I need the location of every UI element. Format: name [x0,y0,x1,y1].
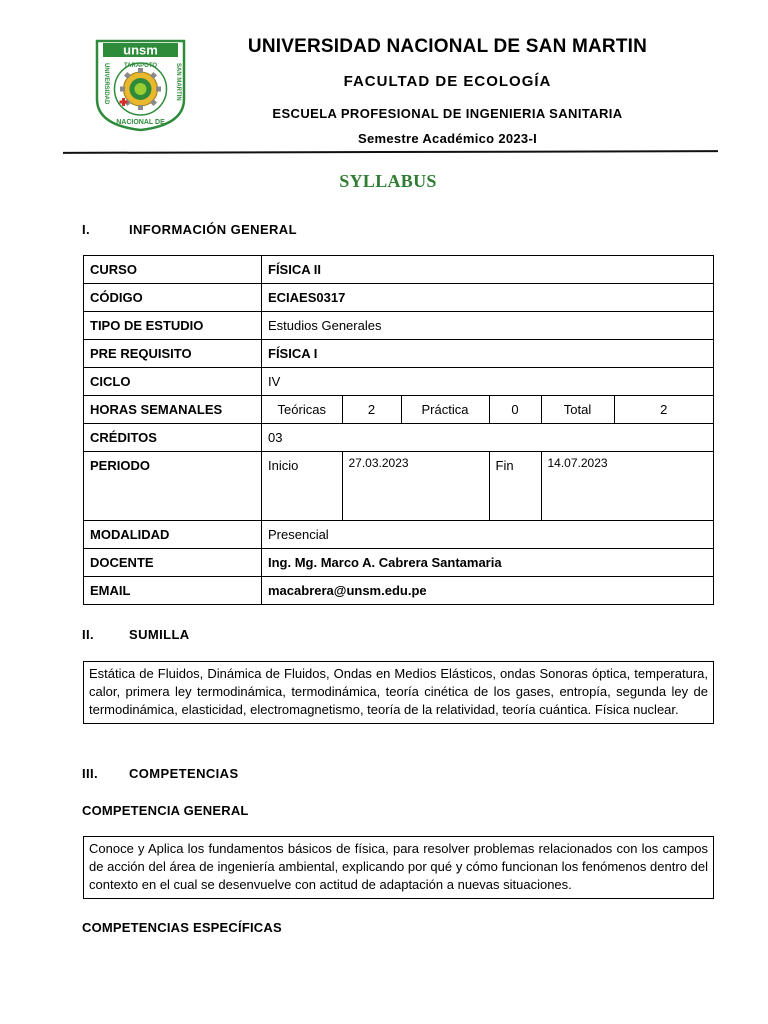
label-modalidad: MODALIDAD [84,521,262,549]
section-heading-sumilla [82,627,190,642]
table-row [84,452,714,521]
value-ciclo: IV [262,368,714,396]
section-heading-competencias [82,766,239,781]
table-row [84,577,714,605]
section-title: INFORMACIÓN GENERAL [129,222,297,237]
value-docente: Ing. Mg. Marco A. Cabrera Santamaria [262,549,714,577]
competencias-especificas-heading: COMPETENCIAS ESPECÍFICAS [82,920,282,935]
table-row [84,521,714,549]
section-number: III. [82,766,99,781]
general-info-table [83,255,714,605]
document-title: SYLLABUS [339,171,437,191]
section-number: II. [82,627,95,642]
school-name: ESCUELA PROFESIONAL DE INGENIERIA SANITARIA [272,106,623,121]
label-horas: HORAS SEMANALES [84,396,262,424]
logo-ring-left: UNIVERSIDAD [103,63,109,105]
label-curso: CURSO [84,256,262,284]
section-title: COMPETENCIAS [129,766,239,781]
table-row [84,424,714,452]
table-row [84,368,714,396]
table-row [84,549,714,577]
logo-acronym: unsm [123,42,158,58]
total-value: 2 [660,402,668,417]
label-ciclo: CICLO [84,368,262,396]
period-cell [262,452,714,521]
value-prerequisito: FÍSICA I [262,340,714,368]
value-curso: FÍSICA II [262,256,714,284]
table-row [84,284,714,312]
header-divider [63,150,718,154]
faculty-name: FACULTAD DE ECOLOGÍA [343,73,552,90]
fin-label: Fin [489,452,541,520]
section-number: I. [82,222,91,237]
practica-label: Práctica [401,396,489,423]
value-codigo: ECIAES0317 [262,284,714,312]
value-tipo-estudio: Estudios Generales [262,312,714,340]
hours-cell [262,396,714,424]
hours-subtable [262,396,713,423]
label-tipo-estudio: TIPO DE ESTUDIO [84,312,262,340]
total-label: Total [541,396,614,423]
fin-date: 14.07.2023 [547,456,608,470]
university-logo [93,37,188,133]
teoricas-value: 2 [342,396,401,423]
table-row [84,312,714,340]
label-docente: DOCENTE [84,549,262,577]
section-heading-general-info [82,222,297,237]
teoricas-label: Teóricas [262,396,342,423]
logo-ring-bottom: NACIONAL DE [116,119,165,126]
inicio-label: Inicio [262,452,342,520]
practica-value: 0 [489,396,541,423]
logo-ring-right: SAN MARTIN [175,63,181,101]
table-row [84,396,714,424]
table-row [84,340,714,368]
value-email[interactable]: macabrera@unsm.edu.pe [262,577,714,605]
label-email: EMAIL [84,577,262,605]
label-prerequisito: PRE REQUISITO [84,340,262,368]
logo-city: TARAPOTO [123,63,158,69]
table-row [84,256,714,284]
semester-label: Semestre Académico 2023-I [357,131,537,146]
competencia-general-heading: COMPETENCIA GENERAL [82,803,249,818]
sumilla-box: Estática de Fluidos, Dinámica de Fluidos, Ondas en Medios Elásticos, ondas Sonoras óptica, temperatura, calor, primera ley termodinámica, termodinámica, teoría cinética de los gases, entropía, segunda ley de termodinámica, elasticidad, electromagnetismo, teoría de la relatividad, teoría cuántica. Física nuclear. [83,661,714,724]
university-name: UNIVERSIDAD NACIONAL DE SAN MARTIN [247,36,648,57]
section-title: SUMILLA [129,627,190,642]
period-subtable [262,452,713,520]
label-creditos: CRÉDITOS [84,424,262,452]
label-periodo: PERIODO [84,452,262,521]
inicio-date: 27.03.2023 [342,452,489,520]
value-creditos: 03 [262,424,714,452]
competencia-general-box: Conoce y Aplica los fundamentos básicos de física, para resolver problemas relacionados con los campos de acción del área de ingeniería ambiental, explicando por qué y cómo funcionan los fenómenos dentro del contexto en el cual se desenvuelve con actitud de adaptación a nuevas situaciones. [83,836,714,899]
value-modalidad: Presencial [262,521,714,549]
label-codigo: CÓDIGO [84,284,262,312]
